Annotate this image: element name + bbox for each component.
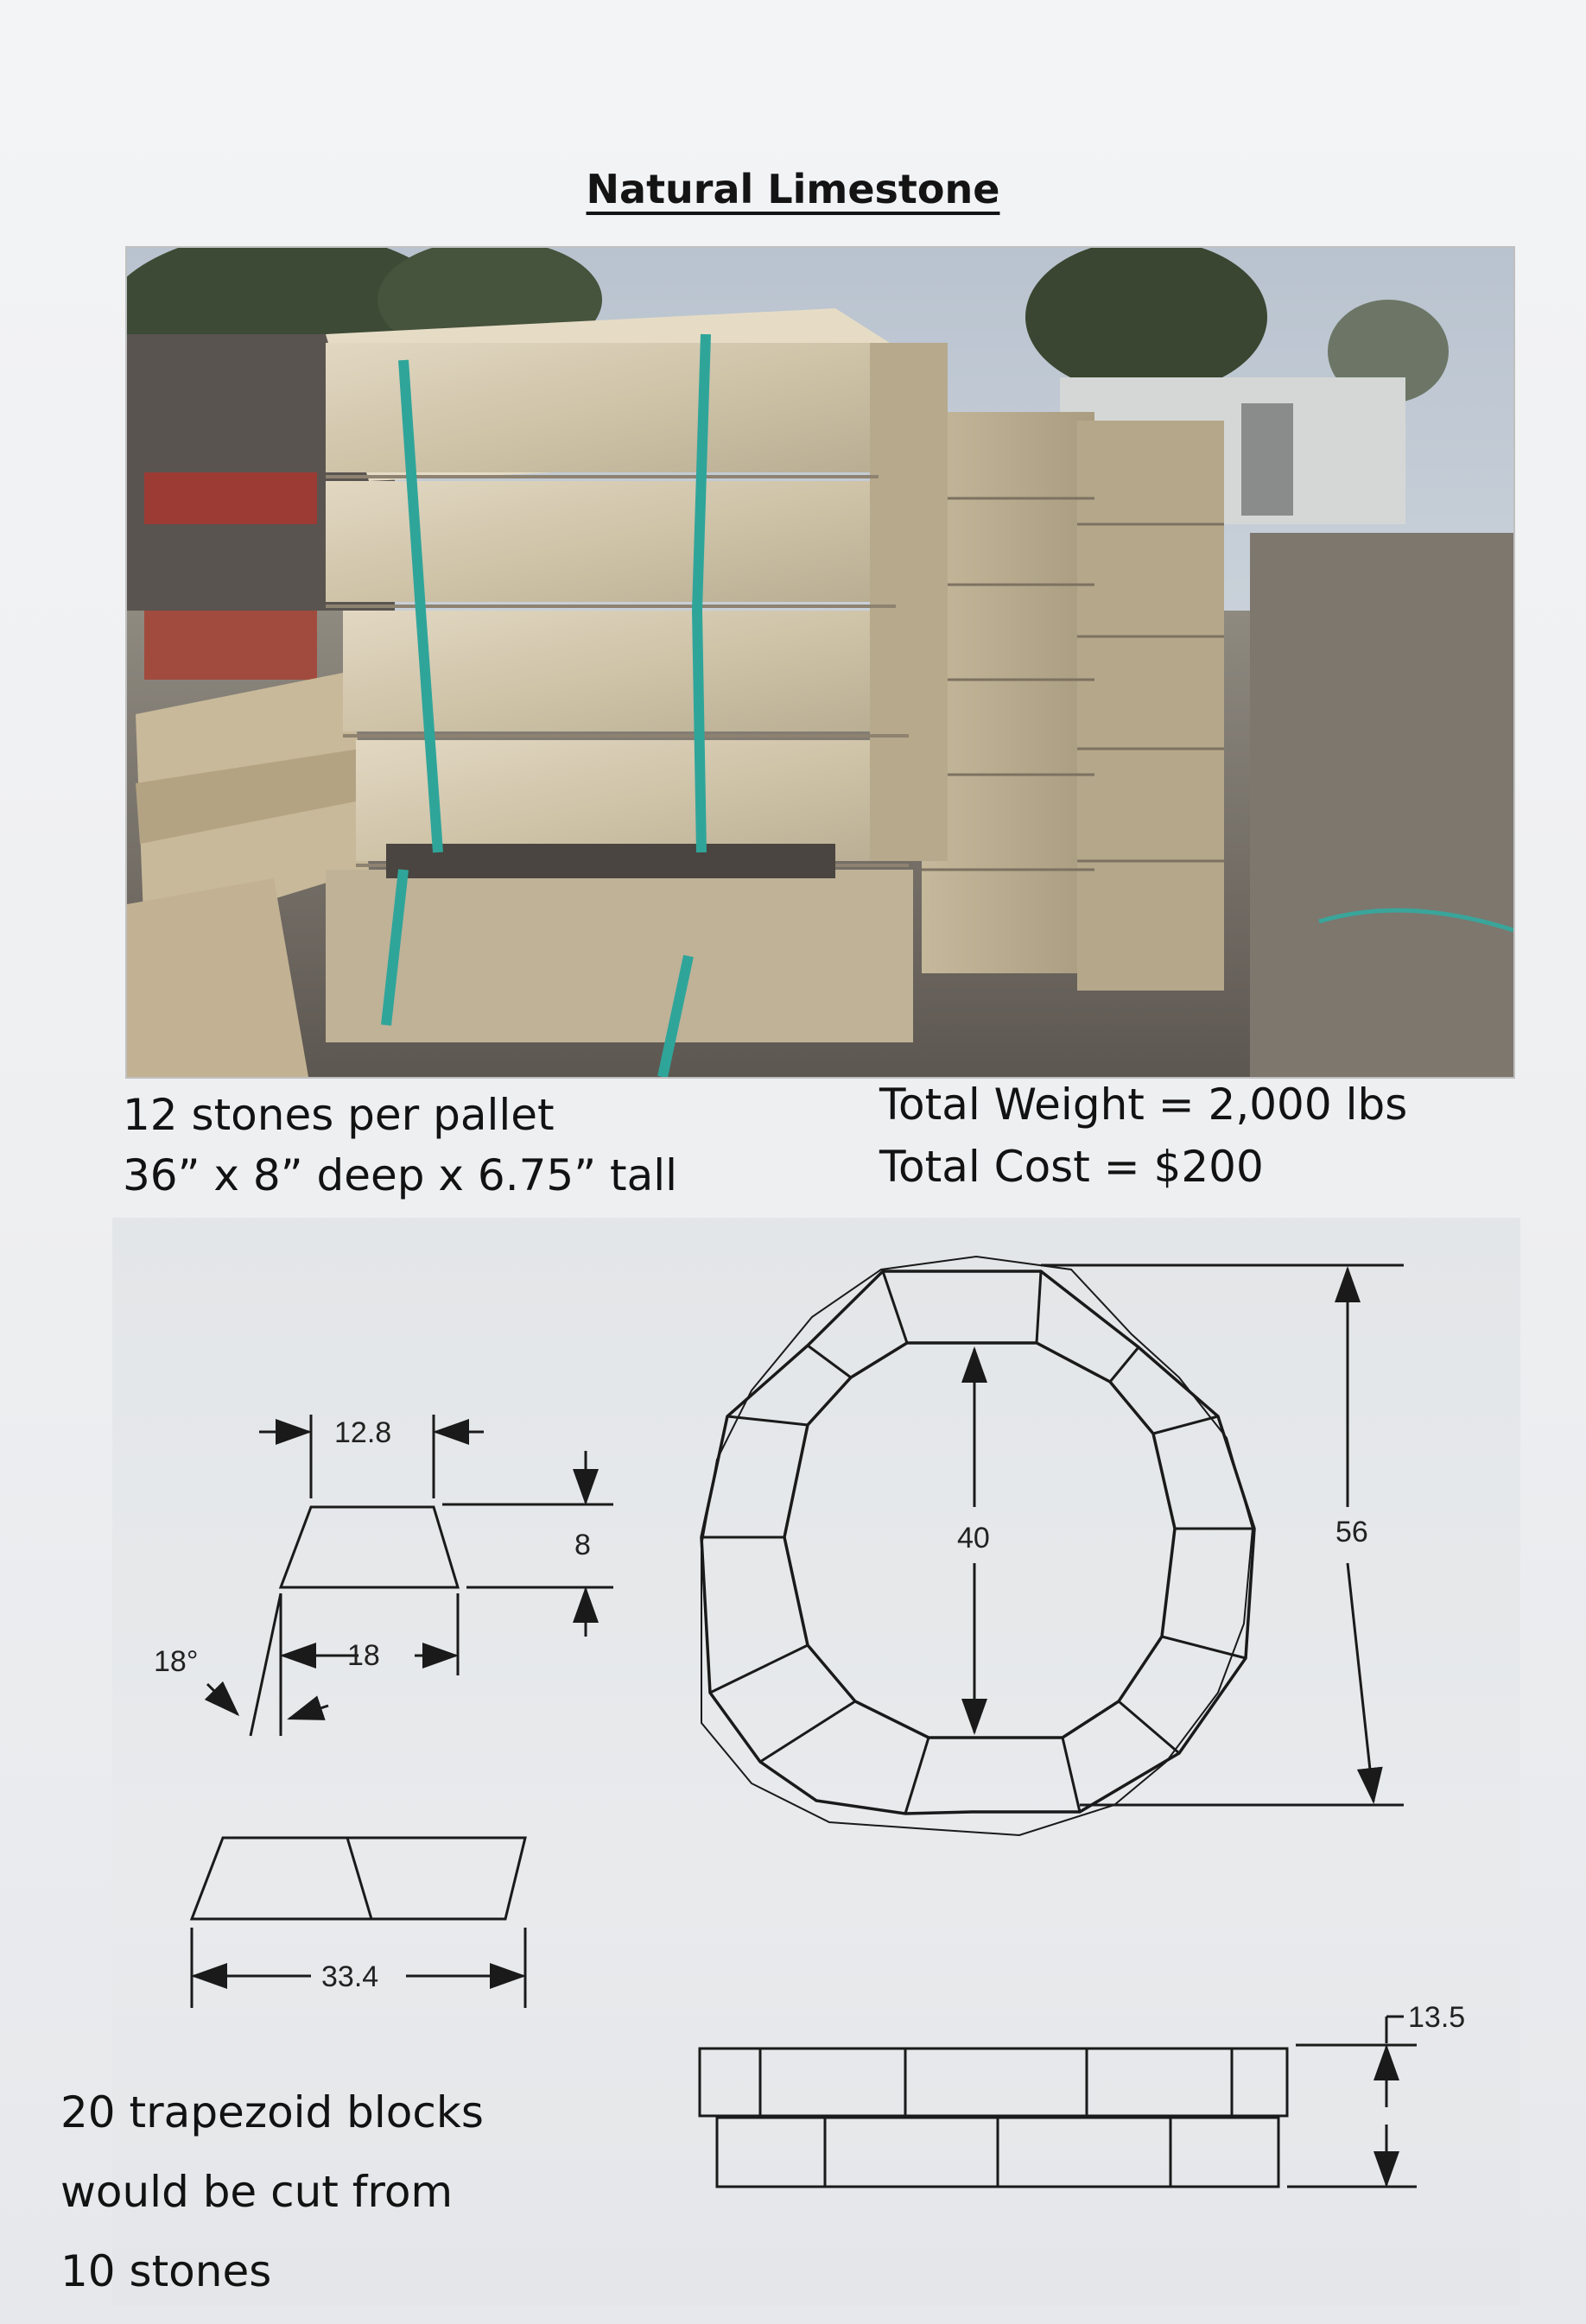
dim-height: 8 (574, 1529, 591, 1561)
spec-stone-dimensions: 36” x 8” deep x 6.75” tall (123, 1150, 678, 1200)
wall-elevation (700, 2049, 1287, 2187)
trapezoid-block (281, 1507, 458, 1587)
dim-bottom-width: 18 (347, 1639, 380, 1672)
dim-inner-diameter: 40 (957, 1522, 990, 1555)
spec-total-weight: Total Weight = 2,000 lbs (879, 1080, 1408, 1130)
page-title: Natural Limestone (586, 166, 1000, 212)
spec-stones-per-pallet: 12 stones per pallet (123, 1090, 555, 1140)
cutting-note-line: would be cut from (60, 2167, 454, 2217)
dim-pair-length: 33.4 (321, 1960, 379, 1993)
cutting-note-line: 10 stones (60, 2246, 272, 2296)
cutting-note-line: 20 trapezoid blocks (60, 2087, 484, 2137)
cutting-note (60, 2073, 596, 2311)
dim-wall-height: 13.5 (1408, 2001, 1466, 2034)
dim-top-width: 12.8 (334, 1416, 392, 1449)
dim-angle: 18° (154, 1645, 199, 1678)
spec-total-cost: Total Cost = $200 (879, 1142, 1264, 1192)
dim-outer-diameter: 56 (1335, 1516, 1368, 1548)
